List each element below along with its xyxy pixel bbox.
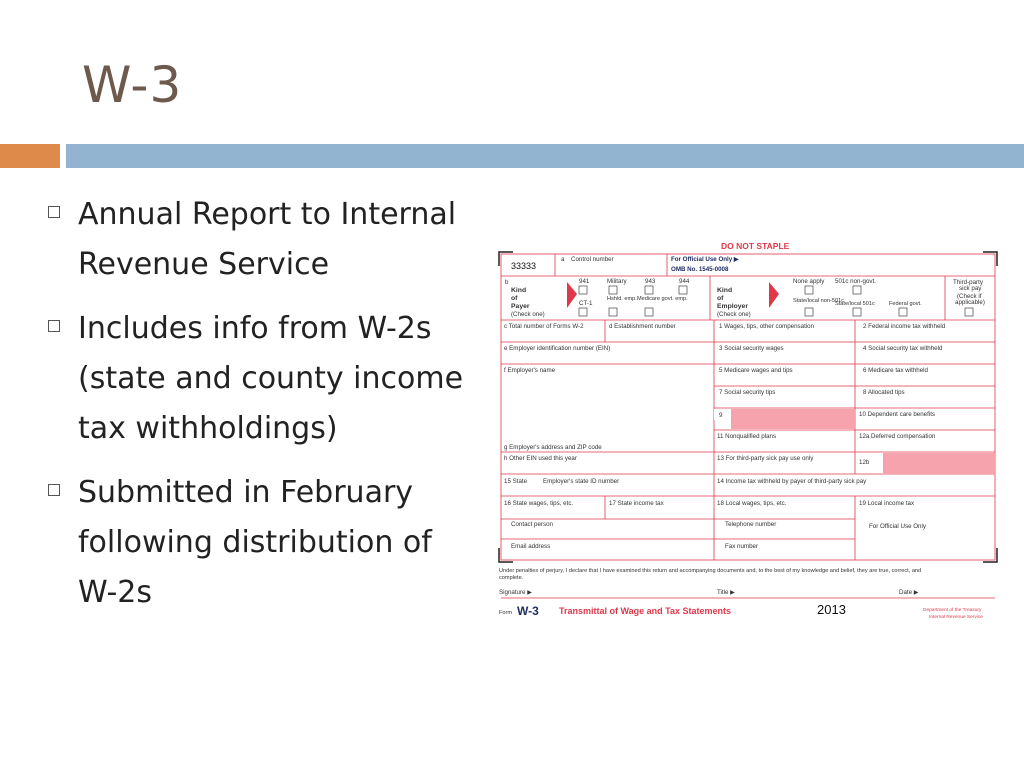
svg-text:Employer: Employer xyxy=(717,303,748,310)
svg-text:Military: Military xyxy=(607,278,627,285)
svg-text:10 Dependent care benefits: 10 Dependent care benefits xyxy=(859,411,936,418)
svg-text:944: 944 xyxy=(679,278,690,285)
svg-text:For Official Use Only ▶: For Official Use Only ▶ xyxy=(671,256,739,263)
svg-text:Date ▶: Date ▶ xyxy=(899,589,919,596)
svg-text:Third-party: Third-party xyxy=(953,279,983,286)
svg-text:19 Local income tax: 19 Local income tax xyxy=(859,500,915,507)
svg-text:Form: Form xyxy=(499,610,513,616)
svg-text:W-3: W-3 xyxy=(517,604,539,618)
svg-text:7 Social security tips: 7 Social security tips xyxy=(719,389,776,396)
svg-text:18 Local wages, tips, etc.: 18 Local wages, tips, etc. xyxy=(717,500,787,507)
svg-text:Control number: Control number xyxy=(571,256,614,263)
svg-text:f Employer's name: f Employer's name xyxy=(504,367,556,374)
svg-text:c Total number of Forms W-2: c Total number of Forms W-2 xyxy=(504,323,584,330)
bullet-text: Submitted in February following distribution of W-2s xyxy=(78,475,432,610)
svg-text:6 Medicare tax withheld: 6 Medicare tax withheld xyxy=(863,367,929,374)
svg-text:Employer's state ID number: Employer's state ID number xyxy=(543,478,620,485)
svg-text:Internal Revenue Service: Internal Revenue Service xyxy=(929,615,983,620)
svg-text:13 For third-party sick pay us: 13 For third-party sick pay use only xyxy=(717,455,814,462)
svg-text:Signature ▶: Signature ▶ xyxy=(499,589,532,596)
svg-text:OMB No. 1545-0008: OMB No. 1545-0008 xyxy=(671,266,729,273)
bullet-item xyxy=(48,190,473,290)
svg-text:Federal govt.: Federal govt. xyxy=(889,301,922,307)
svg-text:a: a xyxy=(561,256,565,263)
bullet-square-icon xyxy=(48,320,60,332)
svg-text:CT-1: CT-1 xyxy=(579,300,593,307)
w3-form-image xyxy=(495,238,1001,628)
svg-text:e Employer identification numb: e Employer identification number (EIN) xyxy=(504,345,611,352)
svg-text:For Official Use Only: For Official Use Only xyxy=(869,523,926,530)
svg-text:h Other EIN used this year: h Other EIN used this year xyxy=(504,455,577,462)
svg-text:14 Income tax withheld by paye: 14 Income tax withheld by payer of third-party sick pay xyxy=(717,478,867,485)
svg-text:4 Social security tax withheld: 4 Social security tax withheld xyxy=(863,345,943,352)
svg-text:501c non-govt.: 501c non-govt. xyxy=(835,278,876,285)
svg-text:2013: 2013 xyxy=(817,602,846,617)
svg-text:Title ▶: Title ▶ xyxy=(717,589,735,596)
bullet-text: Includes info from W-2s (state and county income tax withholdings) xyxy=(78,311,464,446)
svg-text:(Check one): (Check one) xyxy=(511,311,545,318)
svg-text:Medicare govt. emp.: Medicare govt. emp. xyxy=(637,296,688,302)
svg-text:16 State wages, tips, etc.: 16 State wages, tips, etc. xyxy=(504,500,574,507)
form-code: 33333 xyxy=(511,261,537,271)
perjury-line-2: complete. xyxy=(499,575,524,581)
svg-text:9: 9 xyxy=(719,412,723,419)
accent-bar-orange xyxy=(0,144,60,168)
svg-text:sick pay: sick pay xyxy=(959,285,982,292)
svg-text:Under penalties of perjury, I xyxy=(499,568,923,581)
svg-text:Email address: Email address xyxy=(511,543,551,550)
perjury-line-1: Under penalties of perjury, I declare that I have examined this return and accompanying documents and, to the best of my knowledge and belief, they are true, correct, and xyxy=(499,568,922,574)
svg-text:941: 941 xyxy=(579,278,590,285)
svg-text:Kind: Kind xyxy=(511,287,527,294)
svg-text:5 Medicare wages and tips: 5 Medicare wages and tips xyxy=(719,367,793,374)
svg-text:State/local 501c: State/local 501c xyxy=(835,301,875,307)
svg-text:3 Social security wages: 3 Social security wages xyxy=(719,345,784,352)
bullet-text: Annual Report to Internal Revenue Service xyxy=(78,197,457,282)
svg-text:15 State: 15 State xyxy=(504,478,528,485)
bullet-item xyxy=(48,304,473,454)
svg-text:Department of the Treasury: Department of the Treasury xyxy=(923,608,982,613)
svg-text:g Employer's address and ZIP c: g Employer's address and ZIP code xyxy=(504,444,602,451)
svg-text:11 Nonqualified plans: 11 Nonqualified plans xyxy=(717,433,777,440)
svg-text:State/local non-501c: State/local non-501c xyxy=(793,298,844,304)
svg-text:8 Allocated tips: 8 Allocated tips xyxy=(863,389,905,396)
bullet-square-icon xyxy=(48,206,60,218)
svg-text:Fax number: Fax number xyxy=(725,543,759,550)
svg-text:Transmittal of Wage and Tax St: Transmittal of Wage and Tax Statements xyxy=(559,606,732,616)
svg-text:None apply: None apply xyxy=(793,278,825,285)
svg-text:of: of xyxy=(511,295,518,302)
svg-text:Telephone number: Telephone number xyxy=(725,521,777,528)
svg-text:12b: 12b xyxy=(859,459,870,466)
svg-text:of: of xyxy=(717,295,724,302)
svg-text:17 State income tax: 17 State income tax xyxy=(609,500,664,507)
accent-bar-blue xyxy=(66,144,1024,168)
svg-text:d Establishment number: d Establishment number xyxy=(609,323,676,330)
svg-text:943: 943 xyxy=(645,278,656,285)
svg-text:Contact person: Contact person xyxy=(511,521,553,528)
svg-text:2 Federal income tax withheld: 2 Federal income tax withheld xyxy=(863,323,946,330)
svg-text:12a Deferred compensation: 12a Deferred compensation xyxy=(859,433,936,440)
svg-text:1 Wages, tips, other compensat: 1 Wages, tips, other compensation xyxy=(719,323,815,330)
bullet-item xyxy=(48,468,473,618)
svg-text:applicable): applicable) xyxy=(955,299,985,306)
do-not-staple: DO NOT STAPLE xyxy=(721,241,790,251)
svg-text:Payer: Payer xyxy=(511,303,530,310)
svg-text:Hshld. emp.: Hshld. emp. xyxy=(607,296,637,302)
svg-text:b: b xyxy=(505,279,509,286)
svg-text:(Check one): (Check one) xyxy=(717,311,751,318)
slide-title: W-3 xyxy=(82,56,183,114)
bullet-square-icon xyxy=(48,484,60,496)
svg-text:Kind: Kind xyxy=(717,287,733,294)
svg-text:(Check if: (Check if xyxy=(957,293,982,300)
bullet-list xyxy=(48,190,473,632)
